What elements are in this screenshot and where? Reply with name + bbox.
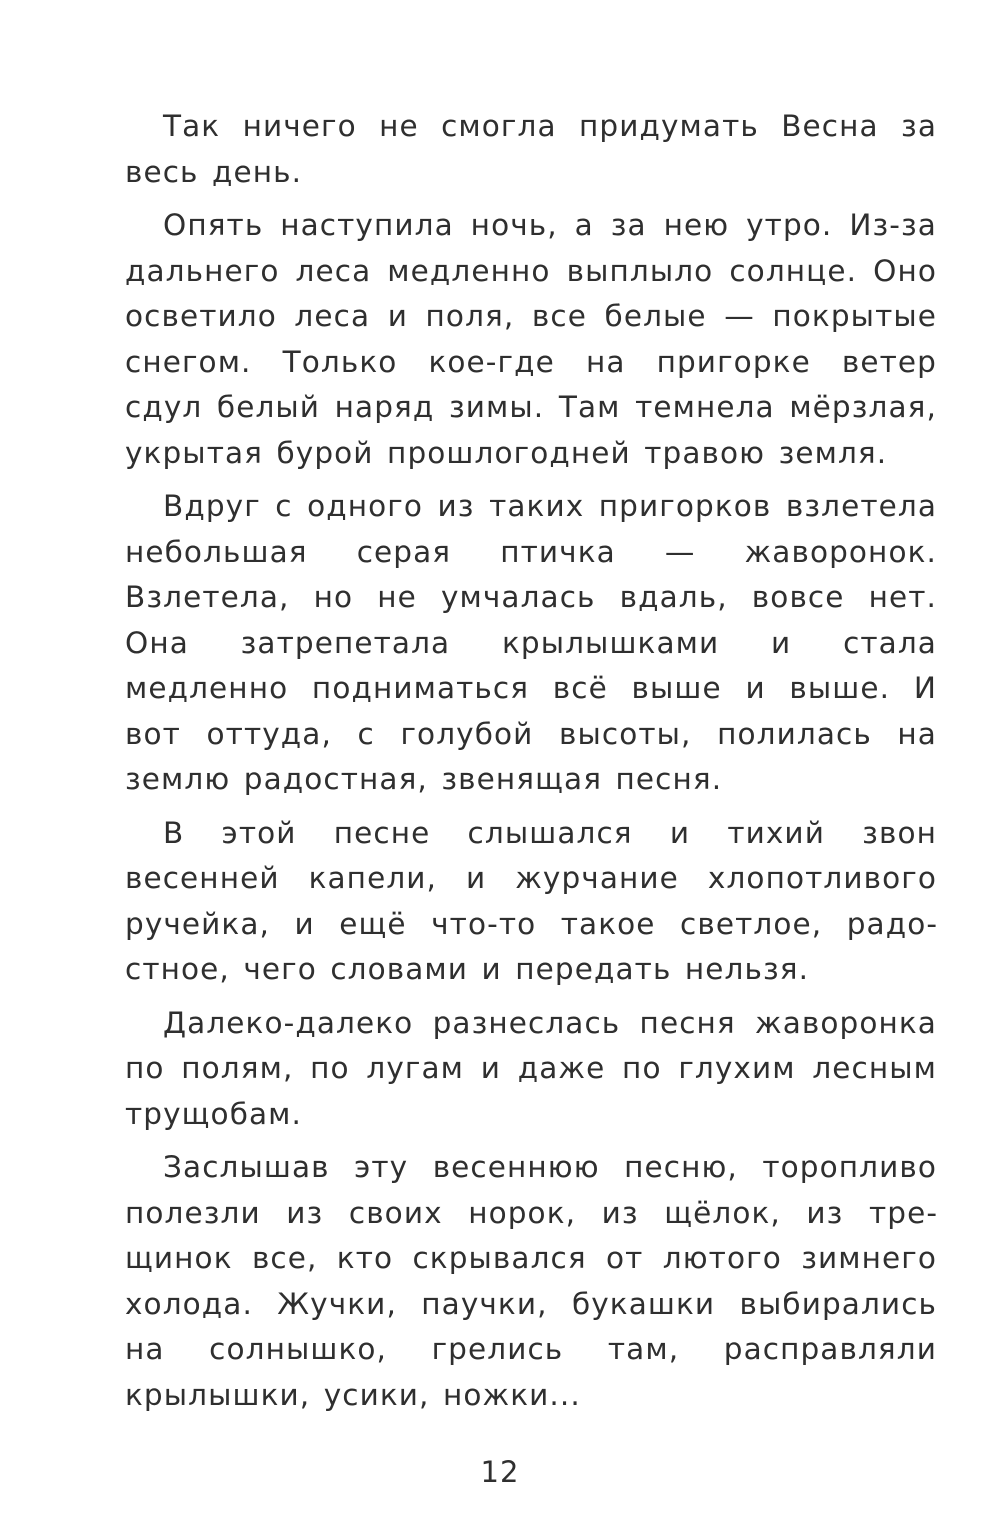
paragraph-6: Заслышав эту весеннюю песню, торопливо полезли из своих норок, из щёлок, из трещинок все, кто скрывался от лютого зимнего холода. Жучки, паучки, букашки выбирались на солнышко, грелись там, расправляли крылышки, усики, ножки...: [125, 1150, 937, 1412]
paragraph-2: Опять наступила ночь, а за нею утро. Из-за дальнего леса медленно выплыло солнце. Оно осветило леса и поля, все белые — покрытые снегом. Только кое-где на пригорке ветер сдул белый наряд зимы. Там темнела мёрзлая, укрытая бурой прошлогодней травою земля.: [125, 208, 937, 470]
paragraph-3: Вдруг с одного из таких пригорков взлетела небольшая серая птичка — жаворонок. Взлетела, но не умчалась вдаль, вовсе нет. Она затрепетала крылышками и стала медленно подниматься всё выше и выше. И вот оттуда, с голубой высоты, полилась на землю радостная, звенящая песня.: [125, 489, 937, 796]
page-text: [125, 104, 937, 1426]
page-number: 12: [480, 1455, 520, 1489]
paragraph-4: В этой песне слышался и тихий звон весенней капели, и журчание хлопотливого ручейка, и ещё что-то такое светлое, радостное, чего словами и передать нельзя.: [125, 815, 937, 986]
paragraph-1: Так ничего не смогла придумать Весна за весь день.: [125, 109, 937, 189]
paragraph-5: Далеко-далеко разнеслась песня жаворонка по полям, по лугам и даже по глухим лесным трущобам.: [125, 1005, 937, 1131]
